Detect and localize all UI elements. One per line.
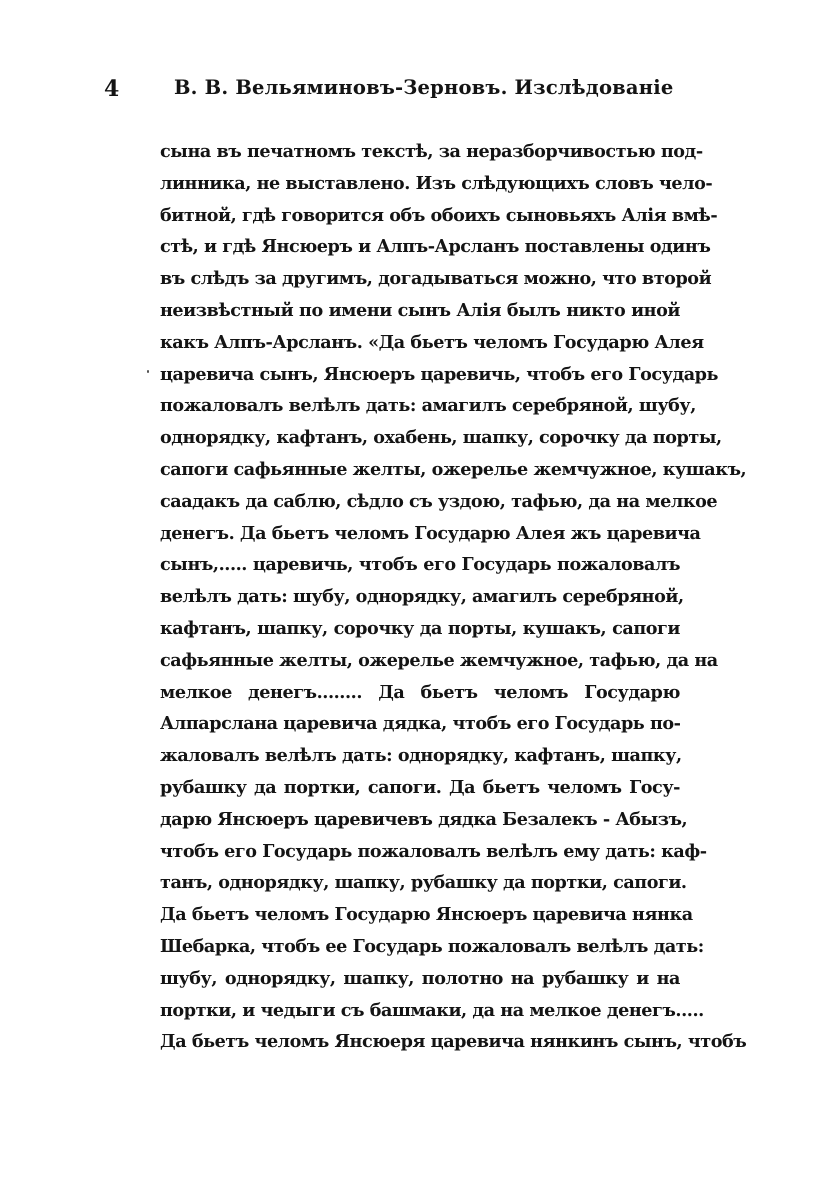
text-line: Да бьетъ челомъ Янсюеря царевича нянкинъ сынъ, чтобъ — [160, 1031, 747, 1053]
text-line: линника, не выставлено. Изъ слѣдующихъ словъ чело- — [160, 172, 713, 194]
text-line: стѣ, и гдѣ Янсюеръ и Алпъ-Арсланъ поставлены одинъ — [160, 236, 711, 258]
text-line: кафтанъ, шапку, сорочку да порты, кушакъ, сапоги — [160, 617, 680, 639]
text-line: однорядку, кафтанъ, охабень, шапку, сорочку да порты, — [160, 427, 722, 449]
text-line: денегъ. Да бьетъ челомъ Государю Алея жъ царевича — [160, 522, 701, 544]
text-line: какъ Алпъ-Арсланъ. «Да бьетъ челомъ Государю Алея — [160, 331, 704, 353]
page-number: 4 — [104, 76, 120, 102]
text-line: велѣлъ дать: шубу, однорядку, амагилъ серебряной, — [160, 586, 684, 608]
text-line: дарю Янсюеръ царевичевъ дядка Безалекъ - Абызъ, — [160, 808, 688, 830]
page-header — [104, 76, 704, 108]
text-line: Да бьетъ челомъ Государю Янсюеръ царевича нянка — [160, 904, 693, 926]
text-line: сапоги сафьянные желты, ожерелье жемчужное, кушакъ, — [160, 458, 747, 480]
text-line: сына въ печатномъ текстѣ, за неразборчивостью под- — [160, 141, 703, 162]
running-head: В. В. Вельяминовъ-Зерновъ. Изслѣдованіе — [174, 76, 674, 99]
text-line: Алпарслана царевича дядка, чтобъ его Государь по- — [160, 713, 681, 735]
text-line: въ слѣдъ за другимъ, догадываться можно, что второй — [160, 268, 712, 290]
text-line: портки, и чедыги съ башмаки, да на мелкое денегъ..... — [160, 999, 704, 1021]
text-line: сафьянные желты, ожерелье жемчужное, тафью, да на — [160, 649, 718, 671]
text-line: мелкое денегъ........ Да бьетъ челомъ Государю — [160, 681, 680, 703]
text-line: шубу, однорядку, шапку, полотно на рубашку и на — [160, 967, 680, 989]
text-line: пожаловалъ велѣлъ дать: амагилъ серебряной, шубу, — [160, 395, 696, 417]
text-line: Шебарка, чтобъ ее Государь пожаловалъ велѣлъ дать: — [160, 935, 704, 957]
text-line: битной, гдѣ говорится объ обоихъ сыновьяхъ Алія вмѣ- — [160, 204, 718, 226]
text-line: чтобъ его Государь пожаловалъ велѣлъ ему дать: каф- — [160, 840, 707, 862]
print-speck — [147, 370, 149, 373]
body-text — [160, 136, 747, 1058]
text-line: царевича сынъ, Янсюеръ царевичь, чтобъ его Государь — [160, 363, 719, 385]
text-line: танъ, однорядку, шапку, рубашку да портки, сапоги. — [160, 872, 687, 894]
text-line: саадакъ да саблю, сѣдло съ уздою, тафью, да на мелкое — [160, 490, 718, 512]
text-line: рубашку да портки, сапоги. Да бьетъ челомъ Госу- — [160, 776, 680, 798]
text-line: неизвѣстный по имени сынъ Алія былъ никто иной — [160, 299, 680, 321]
text-line: жаловалъ велѣлъ дать: однорядку, кафтанъ, шапку, — [160, 745, 682, 767]
text-line: сынъ,..... царевичь, чтобъ его Государь пожаловалъ — [160, 554, 680, 576]
